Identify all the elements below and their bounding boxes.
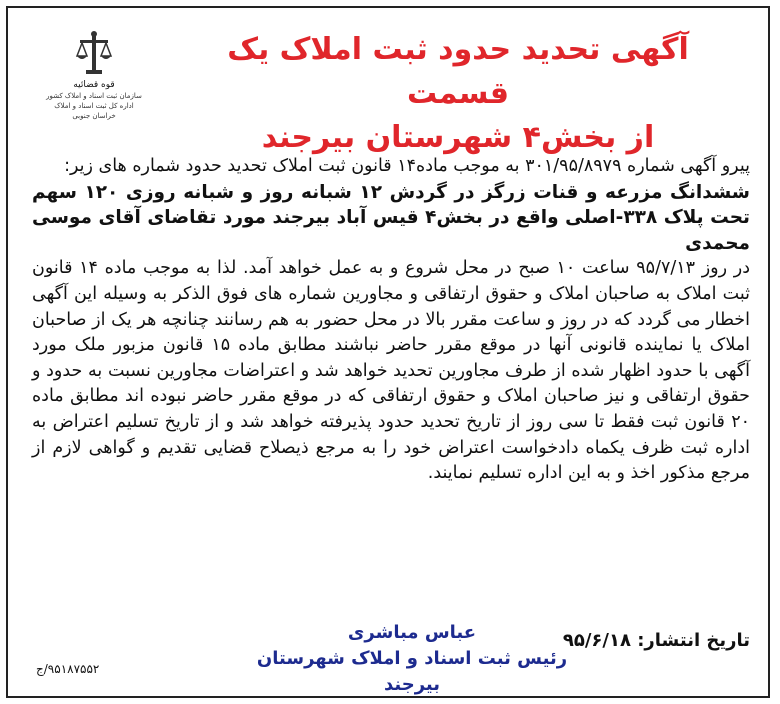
- title-line-2: از بخش۴ شهرستان بیرجند: [261, 120, 655, 155]
- logo-line-3: اداره کل ثبت اسناد و املاک خراسان جنوبی: [54, 102, 134, 120]
- title-line-1: آگهی تحدید حدود ثبت املاک یک قسمت: [227, 32, 689, 111]
- property-description: ششدانگ مزرعه و قنات زرگز در گردش ۱۲ شبانه روز و شبانه روزی ۱۲۰ سهم تحت پلاک ۳۳۸-اصلی واقع در بخش۴ قیس آباد بیرجند مورد تقاضای آقای موسی محمدی: [32, 181, 750, 254]
- logo-line-1: قوه قضائیه: [73, 80, 115, 90]
- signer-title: رئیس ثبت اسناد و املاک شهرستان بیرجند: [256, 648, 568, 695]
- logo-line-2: سازمان ثبت اسناد و املاک کشور: [46, 92, 142, 100]
- main-paragraph: در روز ۹۵/۷/۱۳ ساعت ۱۰ صبح در محل شروع و به عمل خواهد آمد. لذا به موجب ماده ۱۴ قانون ثبت املاک به صاحبان املاک و حقوق ارتفاقی و مجاورین شماره های فوق الذکر به وسیله این آگهی اخطار می گردد که در روز و ساعت مقرر بالا در محل حضور به هم رسانند چنانچه هر یک از صاحبان املاک یا نماینده قانونی آنها در موقع مقرر حاضر نباشند مطابق ماده ۱۵ قانون مزبور ملک مورد آگهی با حدود اظهار شده از طرف مجاورین تحدید خواهد شد و اعتراضات مجاورین نسبت به حدود و حقوق ارتفاقی و نیز صاحبان املاک و حقوق ارتفاقی که در موقع مقرر حاضر نبوده اند مطابق ماده ۲۰ قانون ثبت فقط تا سی روز از تاریخ تحدید حدود پذیرفته خواهد شد و از تاریخ تسلیم اعتراض به اداره ثبت ظرف یکماه دادخواست اعتراض خود را به مرجع ذیصلاح قضایی تقدیم و گواهی لازم از مرجع مذکور اخذ و به این اداره تسلیم نمایند.: [32, 258, 750, 484]
- scales-of-justice-icon: [74, 30, 114, 78]
- intro-paragraph: پیرو آگهی شماره ۳۰۱/۹۵/۸۹۷۹ به موجب ماده۱۴ قانون ثبت املاک تحدید حدود شماره های زیر:: [64, 156, 750, 176]
- judiciary-logo: [44, 30, 144, 130]
- publication-date: تاریخ انتشار: ۹۵/۶/۱۸: [562, 630, 750, 651]
- signature-block: [232, 620, 592, 698]
- notice-title: [178, 28, 738, 160]
- signer-name: عباس مباشری: [347, 622, 477, 643]
- notice-body: [32, 154, 750, 487]
- notice-frame: [6, 6, 770, 698]
- notice-footer: [32, 612, 750, 695]
- reference-number: ۹۵۱۸۷۵۵۲/ج: [36, 662, 100, 676]
